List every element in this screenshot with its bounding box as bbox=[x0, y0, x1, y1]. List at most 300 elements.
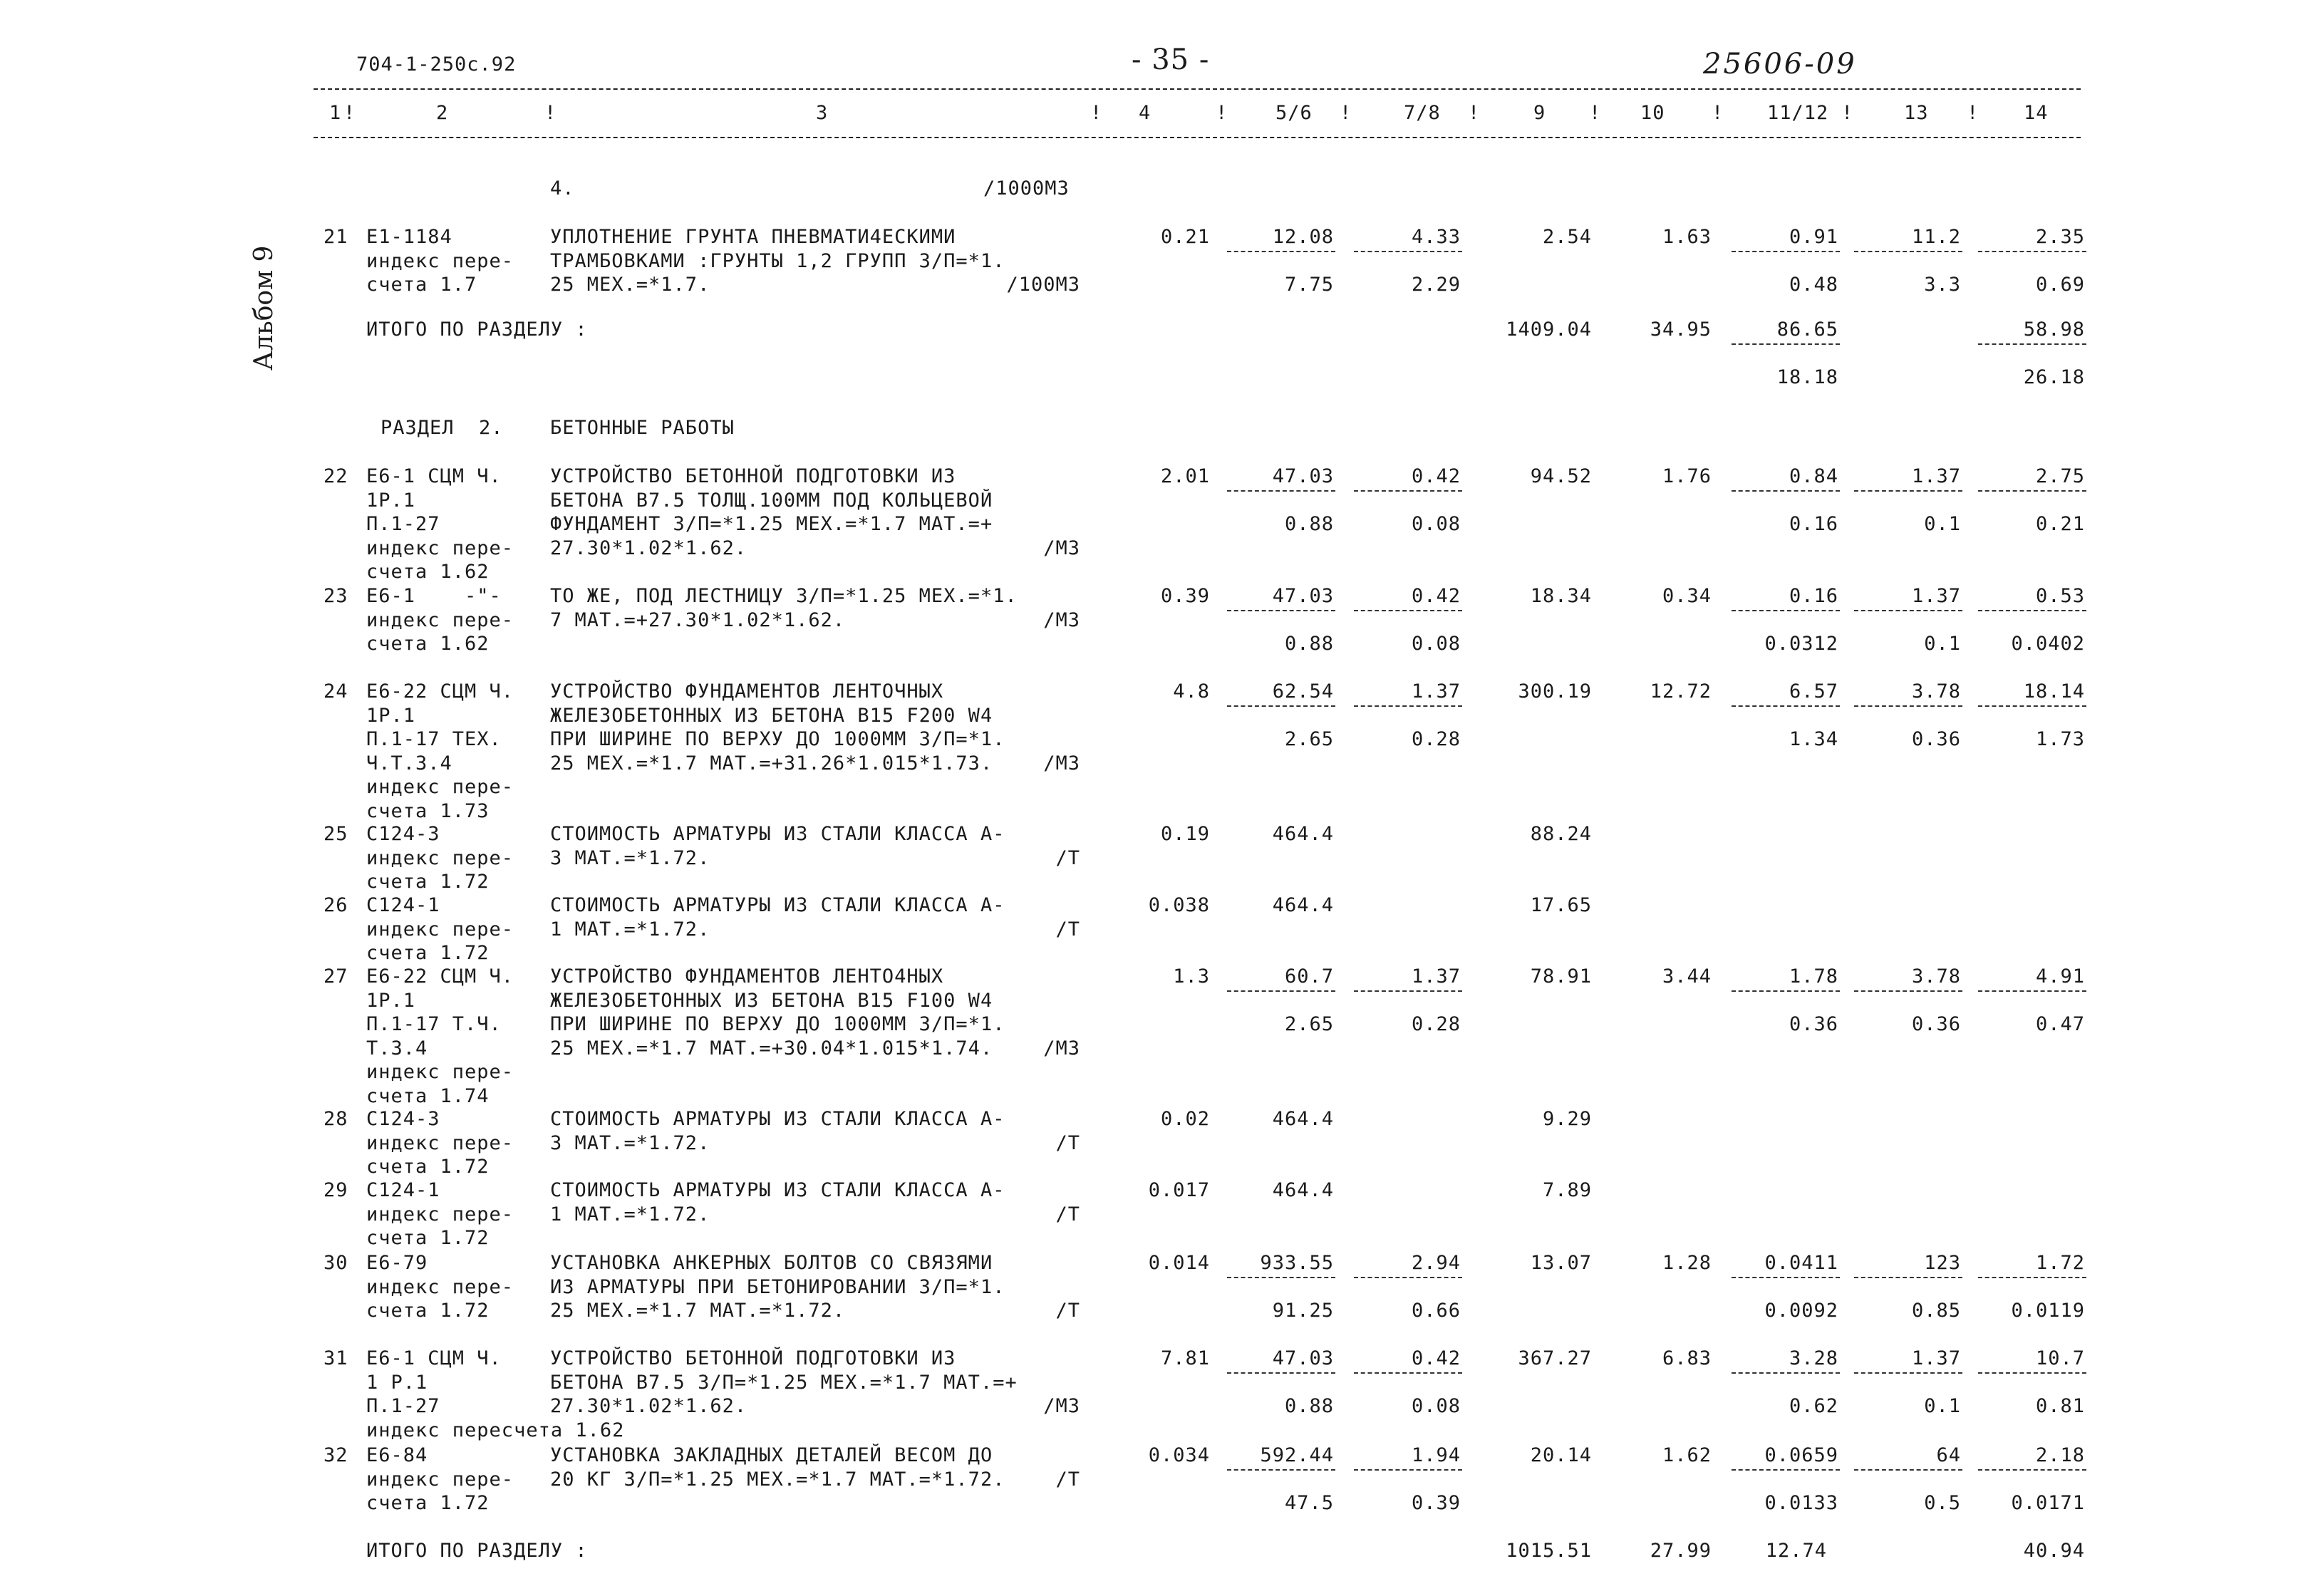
work-description-line: УСТРОЙСТВО ФУНДАМЕНТОВ ЛЕНТОЧНЫХ bbox=[550, 680, 944, 703]
machine-cost-divider bbox=[1354, 1372, 1462, 1374]
column-header-5: 5/6 bbox=[1275, 102, 1313, 124]
wage-cost: 1.62 bbox=[1662, 1444, 1712, 1466]
section-total-direct: 1015.51 bbox=[1506, 1540, 1592, 1562]
labor-cost-top: 6.57 bbox=[1789, 680, 1838, 703]
column-separator: ! bbox=[1841, 102, 1854, 124]
norm-code-line: индекс пере- bbox=[366, 249, 514, 272]
norm-code-line: Е6-84 bbox=[366, 1444, 428, 1466]
labor-cost-top: 0.84 bbox=[1789, 465, 1838, 487]
top-fragment-text: 4. bbox=[550, 177, 575, 200]
norm-code-line: 1Р.1 bbox=[366, 989, 416, 1012]
unit-cost-bottom: 0.88 bbox=[1284, 513, 1334, 535]
row-number: 23 bbox=[324, 585, 348, 607]
unit-of-measure: /100М3 bbox=[1006, 274, 1080, 296]
page-number: - 35 - bbox=[1132, 43, 1210, 76]
work-description-line: УСТАНОВКА ЗАКЛАДНЫХ ДЕТАЛЕЙ ВЕСОМ ДО bbox=[550, 1444, 993, 1466]
column-header-8: 10 bbox=[1640, 102, 1665, 124]
work-description-line: СТОИМОСТЬ АРМАТУРЫ ИЗ СТАЛИ КЛАССА А- bbox=[550, 894, 1005, 916]
quantity: 0.21 bbox=[1160, 226, 1210, 248]
unit-cost-bottom: 47.5 bbox=[1284, 1492, 1334, 1514]
machine-cost-top: 0.42 bbox=[1411, 585, 1461, 607]
work-description-line: УПЛОТНЕНИЕ ГРУНТА ПНЕВМАТИ4ЕСКИМИ bbox=[550, 226, 956, 248]
total-labor-divider bbox=[1978, 251, 2086, 252]
section-total-labor: 12.74 bbox=[1765, 1540, 1827, 1562]
column-separator: ! bbox=[1216, 102, 1228, 124]
labor-cost-bottom: 0.0312 bbox=[1764, 633, 1838, 655]
machine-cost-divider bbox=[1354, 1469, 1462, 1471]
unit-of-measure: /М3 bbox=[1043, 1037, 1080, 1059]
labor-hours-top: 1.37 bbox=[1911, 465, 1961, 487]
direct-cost: 7.89 bbox=[1542, 1179, 1592, 1201]
norm-code-line: С124-1 bbox=[366, 1179, 440, 1201]
subtotal-rule bbox=[1732, 343, 1840, 345]
header-bottom-rule bbox=[314, 137, 2081, 138]
direct-cost: 17.65 bbox=[1530, 894, 1592, 916]
norm-code-line: счета 1.72 bbox=[366, 1300, 490, 1322]
labor-hours-divider bbox=[1854, 1277, 1962, 1278]
column-header-6: 7/8 bbox=[1404, 102, 1441, 124]
labor-cost-divider bbox=[1732, 705, 1840, 707]
labor-cost-divider bbox=[1732, 490, 1840, 492]
norm-code-line: счета 1.62 bbox=[366, 633, 490, 655]
machine-cost-bottom: 0.66 bbox=[1411, 1300, 1461, 1322]
work-description-line: ФУНДАМЕНТ З/П=*1.25 МЕХ.=*1.7 МАТ.=+ bbox=[550, 513, 993, 535]
total-labor-top: 18.14 bbox=[2023, 680, 2085, 703]
wage-cost: 1.28 bbox=[1662, 1252, 1712, 1274]
labor-cost-top: 0.0411 bbox=[1764, 1252, 1838, 1274]
quantity: 0.034 bbox=[1148, 1444, 1210, 1466]
unit-cost-top: 47.03 bbox=[1272, 585, 1334, 607]
wage-cost: 6.83 bbox=[1662, 1347, 1712, 1369]
unit-cost-divider bbox=[1227, 1469, 1335, 1471]
total-labor-bottom: 0.81 bbox=[2035, 1395, 2085, 1417]
unit-of-measure: /Т bbox=[1055, 1131, 1080, 1154]
labor-hours-divider bbox=[1854, 490, 1962, 492]
norm-code-line: индекс пере- bbox=[366, 1203, 514, 1226]
unit-cost-divider bbox=[1227, 490, 1335, 492]
norm-code-line: Е6-1 СЦМ Ч. bbox=[366, 465, 502, 487]
work-description-line: УСТРОЙСТВО БЕТОННОЙ ПОДГОТОВКИ ИЗ bbox=[550, 465, 956, 487]
norm-code-line: счета 1.72 bbox=[366, 1227, 490, 1249]
norm-code-line: индекс пере- bbox=[366, 608, 514, 631]
norm-code-line: С124-1 bbox=[366, 894, 440, 916]
work-description-line: БЕТОНА В7.5 ТОЛЩ.100ММ ПОД КОЛЬЦЕВОЙ bbox=[550, 489, 993, 512]
quantity: 0.038 bbox=[1148, 894, 1210, 916]
machine-cost-bottom: 0.08 bbox=[1411, 633, 1461, 655]
labor-hours-bottom: 0.85 bbox=[1911, 1300, 1961, 1322]
labor-hours-top: 1.37 bbox=[1911, 1347, 1961, 1369]
machine-cost-divider bbox=[1354, 1277, 1462, 1278]
work-description-line: 3 МАТ.=*1.72. bbox=[550, 846, 710, 869]
norm-code-line: С124-3 bbox=[366, 823, 440, 845]
unit-of-measure: /Т bbox=[1055, 1468, 1080, 1491]
labor-cost-bottom: 1.34 bbox=[1789, 728, 1838, 750]
work-description-line: 7 МАТ.=+27.30*1.02*1.62. bbox=[550, 608, 846, 631]
top-fragment-unit: /1000М3 bbox=[983, 177, 1070, 200]
quantity: 1.3 bbox=[1173, 965, 1210, 988]
row-number: 24 bbox=[324, 680, 348, 703]
work-description-line: ТО ЖЕ, ПОД ЛЕСТНИЦУ З/П=*1.25 МЕХ.=*1. bbox=[550, 585, 1018, 607]
machine-cost-top: 1.94 bbox=[1411, 1444, 1461, 1466]
norm-code-line: индекс пере- bbox=[366, 537, 514, 559]
row-number: 27 bbox=[324, 965, 348, 988]
work-description-line: ПРИ ШИРИНЕ ПО ВЕРХУ ДО 1000ММ З/П=*1. bbox=[550, 1013, 1005, 1035]
machine-cost-divider bbox=[1354, 490, 1462, 492]
labor-hours-divider bbox=[1854, 610, 1962, 611]
unit-cost-divider bbox=[1227, 1277, 1335, 1278]
norm-code-line: Е6-22 СЦМ Ч. bbox=[366, 965, 514, 988]
direct-cost: 300.19 bbox=[1518, 680, 1592, 703]
total-labor-divider bbox=[1978, 610, 2086, 611]
unit-cost-top: 62.54 bbox=[1272, 680, 1334, 703]
labor-hours-top: 64 bbox=[1936, 1444, 1961, 1466]
work-description-line: 3 МАТ.=*1.72. bbox=[550, 1131, 710, 1154]
work-description-line: УСТАНОВКА АНКЕРНЫХ БОЛТОВ СО СВЯЗЯМИ bbox=[550, 1252, 993, 1274]
labor-cost-divider bbox=[1732, 1277, 1840, 1278]
unit-of-measure: /М3 bbox=[1043, 752, 1080, 774]
section-total-label: ИТОГО ПО РАЗДЕЛУ : bbox=[366, 1540, 588, 1562]
work-description-line: ЖЕЛЕЗОБЕТОННЫХ ИЗ БЕТОНА В15 F100 W4 bbox=[550, 989, 993, 1012]
norm-code-line: 1Р.1 bbox=[366, 704, 416, 727]
unit-of-measure: /Т bbox=[1055, 1203, 1080, 1226]
total-labor-top: 2.35 bbox=[2035, 226, 2085, 248]
quantity: 0.014 bbox=[1148, 1252, 1210, 1274]
labor-cost-bottom: 0.0133 bbox=[1764, 1492, 1838, 1514]
norm-code-line: индекс пере- bbox=[366, 918, 514, 940]
total-labor-top: 2.75 bbox=[2035, 465, 2085, 487]
norm-code-line: индекс пере- bbox=[366, 1131, 514, 1154]
work-description-line: 20 КГ З/П=*1.25 МЕХ.=*1.7 МАТ.=*1.72. bbox=[550, 1468, 1005, 1491]
work-description-line: 25 МЕХ.=*1.7 МАТ.=+30.04*1.015*1.74. bbox=[550, 1037, 993, 1059]
norm-code-line: счета 1.74 bbox=[366, 1084, 490, 1107]
subtotal-rule bbox=[1978, 343, 2086, 345]
labor-cost-top: 0.0659 bbox=[1764, 1444, 1838, 1466]
unit-cost-divider bbox=[1227, 990, 1335, 992]
column-separator: ! bbox=[1712, 102, 1724, 124]
labor-cost-divider bbox=[1732, 1469, 1840, 1471]
work-description-line: ИЗ АРМАТУРЫ ПРИ БЕТОНИРОВАНИИ З/П=*1. bbox=[550, 1275, 1005, 1298]
album-label: Альбом 9 bbox=[249, 245, 279, 370]
column-separator: ! bbox=[1589, 102, 1602, 124]
norm-code-line: индекс пере- bbox=[366, 1275, 514, 1298]
total-labor-top: 4.91 bbox=[2035, 965, 2085, 988]
labor-cost-divider bbox=[1732, 610, 1840, 611]
section-total-col14-top: 58.98 bbox=[2023, 318, 2085, 341]
stamp-number: 25606-09 bbox=[1703, 48, 1857, 81]
norm-code-line: счета 1.72 bbox=[366, 1492, 490, 1514]
norm-code-line: П.1-17 ТЕХ. bbox=[366, 728, 502, 750]
labor-hours-top: 1.37 bbox=[1911, 585, 1961, 607]
column-separator: ! bbox=[544, 102, 557, 124]
machine-cost-top: 4.33 bbox=[1411, 226, 1461, 248]
labor-cost-bottom: 0.0092 bbox=[1764, 1300, 1838, 1322]
unit-of-measure: /М3 bbox=[1043, 1395, 1080, 1417]
total-labor-divider bbox=[1978, 1372, 2086, 1374]
column-header-7: 9 bbox=[1533, 102, 1546, 124]
total-labor-divider bbox=[1978, 490, 2086, 492]
header-top-rule bbox=[314, 88, 2081, 90]
quantity: 0.19 bbox=[1160, 823, 1210, 845]
machine-cost-top: 1.37 bbox=[1411, 680, 1461, 703]
work-description-line: 25 МЕХ.=*1.7 МАТ.=+31.26*1.015*1.73. bbox=[550, 752, 993, 774]
norm-code-line: счета 1.73 bbox=[366, 799, 490, 822]
total-labor-bottom: 0.0171 bbox=[2011, 1492, 2085, 1514]
section-title: БЕТОННЫЕ РАБОТЫ bbox=[550, 417, 735, 439]
machine-cost-divider bbox=[1354, 610, 1462, 611]
machine-cost-top: 0.42 bbox=[1411, 465, 1461, 487]
labor-cost-divider bbox=[1732, 1372, 1840, 1374]
unit-cost-divider bbox=[1227, 705, 1335, 707]
column-header-3: 3 bbox=[816, 102, 829, 124]
work-description-line: 25 МЕХ.=*1.7. bbox=[550, 274, 710, 296]
labor-cost-top: 0.16 bbox=[1789, 585, 1838, 607]
machine-cost-bottom: 0.08 bbox=[1411, 513, 1461, 535]
direct-cost: 18.34 bbox=[1530, 585, 1592, 607]
work-description-line: 1 МАТ.=*1.72. bbox=[550, 918, 710, 940]
direct-cost: 367.27 bbox=[1518, 1347, 1592, 1369]
unit-cost-top: 47.03 bbox=[1272, 1347, 1334, 1369]
direct-cost: 88.24 bbox=[1530, 823, 1592, 845]
total-labor-bottom: 0.0119 bbox=[2011, 1300, 2085, 1322]
section-total-direct: 1409.04 bbox=[1506, 318, 1592, 341]
section-total-col14: 40.94 bbox=[2023, 1540, 2085, 1562]
total-labor-bottom: 0.0402 bbox=[2011, 633, 2085, 655]
total-labor-top: 10.7 bbox=[2035, 1347, 2085, 1369]
work-description-line: 25 МЕХ.=*1.7 МАТ.=*1.72. bbox=[550, 1300, 846, 1322]
norm-code-line: Е6-79 bbox=[366, 1252, 428, 1274]
work-description-line: СТОИМОСТЬ АРМАТУРЫ ИЗ СТАЛИ КЛАССА А- bbox=[550, 1179, 1005, 1201]
labor-hours-divider bbox=[1854, 251, 1962, 252]
machine-cost-bottom: 0.28 bbox=[1411, 728, 1461, 750]
labor-hours-bottom: 0.1 bbox=[1924, 513, 1961, 535]
quantity: 0.02 bbox=[1160, 1108, 1210, 1130]
quantity: 0.017 bbox=[1148, 1179, 1210, 1201]
norm-code-line: Е6-22 СЦМ Ч. bbox=[366, 680, 514, 703]
norm-code-line: индекс пере- bbox=[366, 1468, 514, 1491]
labor-hours-divider bbox=[1854, 705, 1962, 707]
labor-hours-divider bbox=[1854, 990, 1962, 992]
labor-hours-bottom: 0.5 bbox=[1924, 1492, 1961, 1514]
norm-code-line: 1Р.1 bbox=[366, 489, 416, 512]
column-separator: ! bbox=[1468, 102, 1481, 124]
labor-hours-bottom: 3.3 bbox=[1924, 274, 1961, 296]
norm-code-line: индекс пере- bbox=[366, 1061, 514, 1083]
norm-code-line: счета 1.72 bbox=[366, 1156, 490, 1178]
row-number: 25 bbox=[324, 823, 348, 845]
norm-code-line: Е6-1 -"- bbox=[366, 585, 502, 607]
norm-code-line: Е6-1 СЦМ Ч. bbox=[366, 1347, 502, 1369]
norm-code-line: счета 1.72 bbox=[366, 942, 490, 964]
quantity: 7.81 bbox=[1160, 1347, 1210, 1369]
norm-code-line: счета 1.62 bbox=[366, 561, 490, 583]
norm-code-line: индекс пере- bbox=[366, 846, 514, 869]
direct-cost: 9.29 bbox=[1542, 1108, 1592, 1130]
unit-cost-top: 464.4 bbox=[1272, 1179, 1334, 1201]
wage-cost: 1.76 bbox=[1662, 465, 1712, 487]
unit-cost-bottom: 0.88 bbox=[1284, 1395, 1334, 1417]
machine-cost-top: 1.37 bbox=[1411, 965, 1461, 988]
column-separator: ! bbox=[1090, 102, 1103, 124]
labor-hours-bottom: 0.1 bbox=[1924, 633, 1961, 655]
machine-cost-top: 0.42 bbox=[1411, 1347, 1461, 1369]
total-labor-bottom: 0.21 bbox=[2035, 513, 2085, 535]
work-description-line: ЖЕЛЕЗОБЕТОННЫХ ИЗ БЕТОНА В15 F200 W4 bbox=[550, 704, 993, 727]
labor-hours-bottom: 0.1 bbox=[1924, 1395, 1961, 1417]
unit-cost-top: 464.4 bbox=[1272, 894, 1334, 916]
labor-hours-bottom: 0.36 bbox=[1911, 728, 1961, 750]
document-code: 704-1-250с.92 bbox=[356, 53, 517, 76]
total-labor-divider bbox=[1978, 1469, 2086, 1471]
section-total-labor-bottom: 18.18 bbox=[1776, 366, 1838, 388]
unit-cost-bottom: 7.75 bbox=[1284, 274, 1334, 296]
work-description-line: 1 МАТ.=*1.72. bbox=[550, 1203, 710, 1226]
section-total-col14-bottom: 26.18 bbox=[2023, 366, 2085, 388]
work-description-line: УСТРОЙСТВО БЕТОННОЙ ПОДГОТОВКИ ИЗ bbox=[550, 1347, 956, 1369]
norm-code-line: П.1-27 bbox=[366, 513, 440, 535]
row-number: 26 bbox=[324, 894, 348, 916]
unit-cost-bottom: 2.65 bbox=[1284, 1013, 1334, 1035]
row-number: 30 bbox=[324, 1252, 348, 1274]
direct-cost: 94.52 bbox=[1530, 465, 1592, 487]
norm-code-line: Е1-1184 bbox=[366, 226, 452, 248]
row-number: 21 bbox=[324, 226, 348, 248]
wage-cost: 1.63 bbox=[1662, 226, 1712, 248]
total-labor-bottom: 0.69 bbox=[2035, 274, 2085, 296]
work-description-line: ТРАМБОВКАМИ :ГРУНТЫ 1,2 ГРУПП З/П=*1. bbox=[550, 249, 1005, 272]
unit-of-measure: /Т bbox=[1055, 918, 1080, 940]
column-separator: ! bbox=[1340, 102, 1352, 124]
total-labor-divider bbox=[1978, 1277, 2086, 1278]
labor-hours-divider bbox=[1854, 1469, 1962, 1471]
labor-hours-top: 11.2 bbox=[1911, 226, 1961, 248]
total-labor-top: 0.53 bbox=[2035, 585, 2085, 607]
work-description-line: 27.30*1.02*1.62. bbox=[550, 1395, 747, 1417]
quantity: 0.39 bbox=[1160, 585, 1210, 607]
labor-cost-top: 1.78 bbox=[1789, 965, 1838, 988]
total-labor-top: 2.18 bbox=[2035, 1444, 2085, 1466]
work-description-line: СТОИМОСТЬ АРМАТУРЫ ИЗ СТАЛИ КЛАССА А- bbox=[550, 1108, 1005, 1130]
work-description-line: СТОИМОСТЬ АРМАТУРЫ ИЗ СТАЛИ КЛАССА А- bbox=[550, 823, 1005, 845]
section-label: РАЗДЕЛ 2. bbox=[381, 417, 504, 439]
column-header-2: 2 bbox=[436, 102, 449, 124]
norm-code-line: счета 1.7 bbox=[366, 274, 477, 296]
labor-cost-divider bbox=[1732, 251, 1840, 252]
total-labor-bottom: 1.73 bbox=[2035, 728, 2085, 750]
unit-cost-top: 464.4 bbox=[1272, 823, 1334, 845]
direct-cost: 2.54 bbox=[1542, 226, 1592, 248]
total-labor-divider bbox=[1978, 705, 2086, 707]
unit-of-measure: /М3 bbox=[1043, 537, 1080, 559]
column-header-4: 4 bbox=[1139, 102, 1152, 124]
row-number: 22 bbox=[324, 465, 348, 487]
norm-code-line: 1 Р.1 bbox=[366, 1371, 428, 1394]
unit-cost-divider bbox=[1227, 1372, 1335, 1374]
labor-hours-divider bbox=[1854, 1372, 1962, 1374]
unit-cost-bottom: 2.65 bbox=[1284, 728, 1334, 750]
labor-cost-top: 0.91 bbox=[1789, 226, 1838, 248]
column-separator: ! bbox=[343, 102, 356, 124]
work-description-line: ПРИ ШИРИНЕ ПО ВЕРХУ ДО 1000ММ З/П=*1. bbox=[550, 728, 1005, 750]
column-header-1: 1 bbox=[329, 102, 342, 124]
labor-cost-top: 3.28 bbox=[1789, 1347, 1838, 1369]
labor-cost-divider bbox=[1732, 990, 1840, 992]
labor-cost-bottom: 0.16 bbox=[1789, 513, 1838, 535]
norm-code-line: П.1-17 Т.Ч. bbox=[366, 1013, 502, 1035]
total-labor-top: 1.72 bbox=[2035, 1252, 2085, 1274]
labor-hours-bottom: 0.36 bbox=[1911, 1013, 1961, 1035]
section-total-wage: 27.99 bbox=[1650, 1540, 1712, 1562]
column-header-9: 11/12 bbox=[1767, 102, 1829, 124]
machine-cost-bottom: 2.29 bbox=[1411, 274, 1461, 296]
unit-of-measure: /Т bbox=[1055, 846, 1080, 869]
machine-cost-top: 2.94 bbox=[1411, 1252, 1461, 1274]
machine-cost-bottom: 0.08 bbox=[1411, 1395, 1461, 1417]
machine-cost-divider bbox=[1354, 705, 1462, 707]
labor-hours-top: 123 bbox=[1924, 1252, 1961, 1274]
wage-cost: 12.72 bbox=[1650, 680, 1712, 703]
row-number: 29 bbox=[324, 1179, 348, 1201]
work-description-line: 27.30*1.02*1.62. bbox=[550, 537, 747, 559]
norm-code-line: индекс пересчета 1.62 bbox=[366, 1419, 625, 1441]
norm-code-line: Ч.Т.3.4 bbox=[366, 752, 452, 774]
unit-cost-top: 47.03 bbox=[1272, 465, 1334, 487]
column-header-11: 14 bbox=[2024, 102, 2049, 124]
unit-of-measure: /М3 bbox=[1043, 608, 1080, 631]
direct-cost: 78.91 bbox=[1530, 965, 1592, 988]
quantity: 4.8 bbox=[1173, 680, 1210, 703]
labor-cost-bottom: 0.62 bbox=[1789, 1395, 1838, 1417]
labor-hours-top: 3.78 bbox=[1911, 965, 1961, 988]
unit-of-measure: /Т bbox=[1055, 1300, 1080, 1322]
unit-cost-top: 60.7 bbox=[1284, 965, 1334, 988]
section-total-labor-top: 86.65 bbox=[1776, 318, 1838, 341]
machine-cost-bottom: 0.39 bbox=[1411, 1492, 1461, 1514]
direct-cost: 13.07 bbox=[1530, 1252, 1592, 1274]
section-total-wage: 34.95 bbox=[1650, 318, 1712, 341]
norm-code-line: С124-3 bbox=[366, 1108, 440, 1130]
machine-cost-divider bbox=[1354, 990, 1462, 992]
total-labor-bottom: 0.47 bbox=[2035, 1013, 2085, 1035]
row-number: 31 bbox=[324, 1347, 348, 1369]
norm-code-line: П.1-27 bbox=[366, 1395, 440, 1417]
column-header-10: 13 bbox=[1904, 102, 1929, 124]
unit-cost-bottom: 0.88 bbox=[1284, 633, 1334, 655]
work-description-line: БЕТОНА В7.5 З/П=*1.25 МЕХ.=*1.7 МАТ.=+ bbox=[550, 1371, 1018, 1394]
unit-cost-divider bbox=[1227, 251, 1335, 252]
section-total-label: ИТОГО ПО РАЗДЕЛУ : bbox=[366, 318, 588, 341]
unit-cost-bottom: 91.25 bbox=[1272, 1300, 1334, 1322]
quantity: 2.01 bbox=[1160, 465, 1210, 487]
row-number: 28 bbox=[324, 1108, 348, 1130]
unit-cost-top: 12.08 bbox=[1272, 226, 1334, 248]
labor-cost-bottom: 0.36 bbox=[1789, 1013, 1838, 1035]
unit-cost-top: 933.55 bbox=[1260, 1252, 1334, 1274]
machine-cost-bottom: 0.28 bbox=[1411, 1013, 1461, 1035]
direct-cost: 20.14 bbox=[1530, 1444, 1592, 1466]
labor-hours-top: 3.78 bbox=[1911, 680, 1961, 703]
unit-cost-top: 464.4 bbox=[1272, 1108, 1334, 1130]
norm-code-line: счета 1.72 bbox=[366, 871, 490, 893]
norm-code-line: Т.3.4 bbox=[366, 1037, 428, 1059]
unit-cost-divider bbox=[1227, 610, 1335, 611]
norm-code-line: индекс пере- bbox=[366, 776, 514, 798]
row-number: 32 bbox=[324, 1444, 348, 1466]
total-labor-divider bbox=[1978, 990, 2086, 992]
wage-cost: 3.44 bbox=[1662, 965, 1712, 988]
wage-cost: 0.34 bbox=[1662, 585, 1712, 607]
unit-cost-top: 592.44 bbox=[1260, 1444, 1334, 1466]
machine-cost-divider bbox=[1354, 251, 1462, 252]
